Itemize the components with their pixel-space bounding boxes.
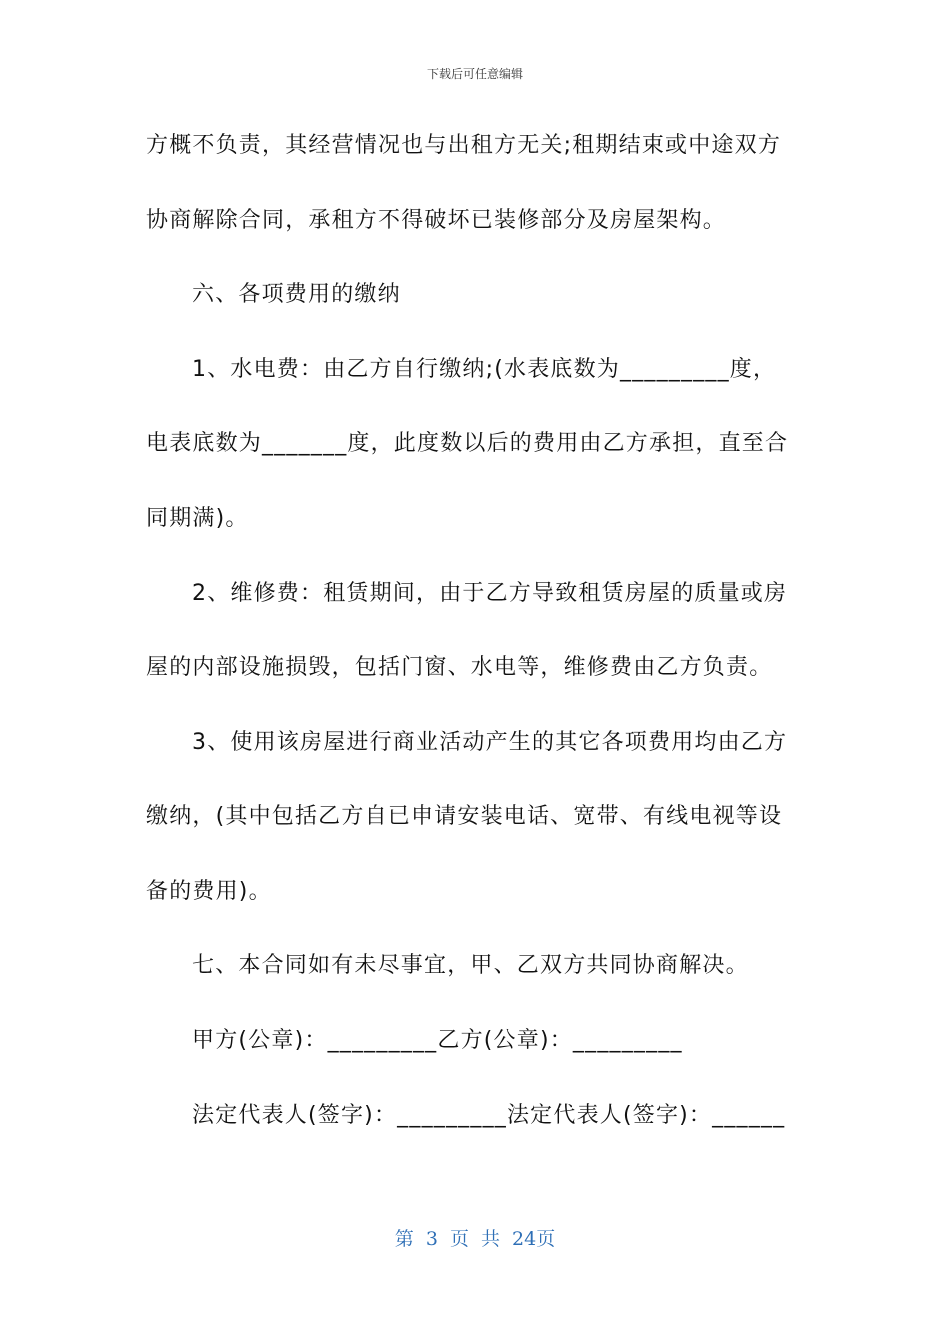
- page-number: 第 3 页 共 24页: [394, 1228, 556, 1250]
- section-heading: 六、各项费用的缴纳: [192, 282, 401, 307]
- paragraph-line: 协商解除合同，承租方不得破坏已装修部分及房屋架构。: [146, 208, 727, 233]
- paragraph-line: 缴纳，(其中包括乙方自已申请安装电话、宽带、有线电视等设: [146, 804, 783, 829]
- signature-line-representative: 法定代表人(签字)：_________法定代表人(签字)：______: [192, 1103, 786, 1128]
- paragraph-line: 屋的内部设施损毁，包括门窗、水电等，维修费由乙方负责。: [146, 655, 773, 680]
- paragraph-line: 1、水电费：由乙方自行缴纳;(水表底数为_________度，: [192, 357, 777, 382]
- paragraph-line: 3、使用该房屋进行商业活动产生的其它各项费用均由乙方: [192, 730, 788, 755]
- paragraph-line: 方概不负责，其经营情况也与出租方无关;租期结束或中途双方: [146, 133, 782, 158]
- paragraph-line: 同期满)。: [146, 506, 249, 531]
- paragraph-line: 2、维修费：租赁期间，由于乙方导致租赁房屋的质量或房: [192, 581, 788, 606]
- signature-line-seal: 甲方(公章)：_________乙方(公章)：_________: [192, 1028, 683, 1053]
- paragraph-line: 电表底数为_______度，此度数以后的费用由乙方承担，直至合: [146, 431, 789, 456]
- paragraph-line: 备的费用)。: [146, 879, 272, 904]
- section-heading: 七、本合同如有未尽事宜，甲、乙双方共同协商解决。: [192, 953, 749, 978]
- page-header: 下载后可任意编辑: [426, 67, 523, 81]
